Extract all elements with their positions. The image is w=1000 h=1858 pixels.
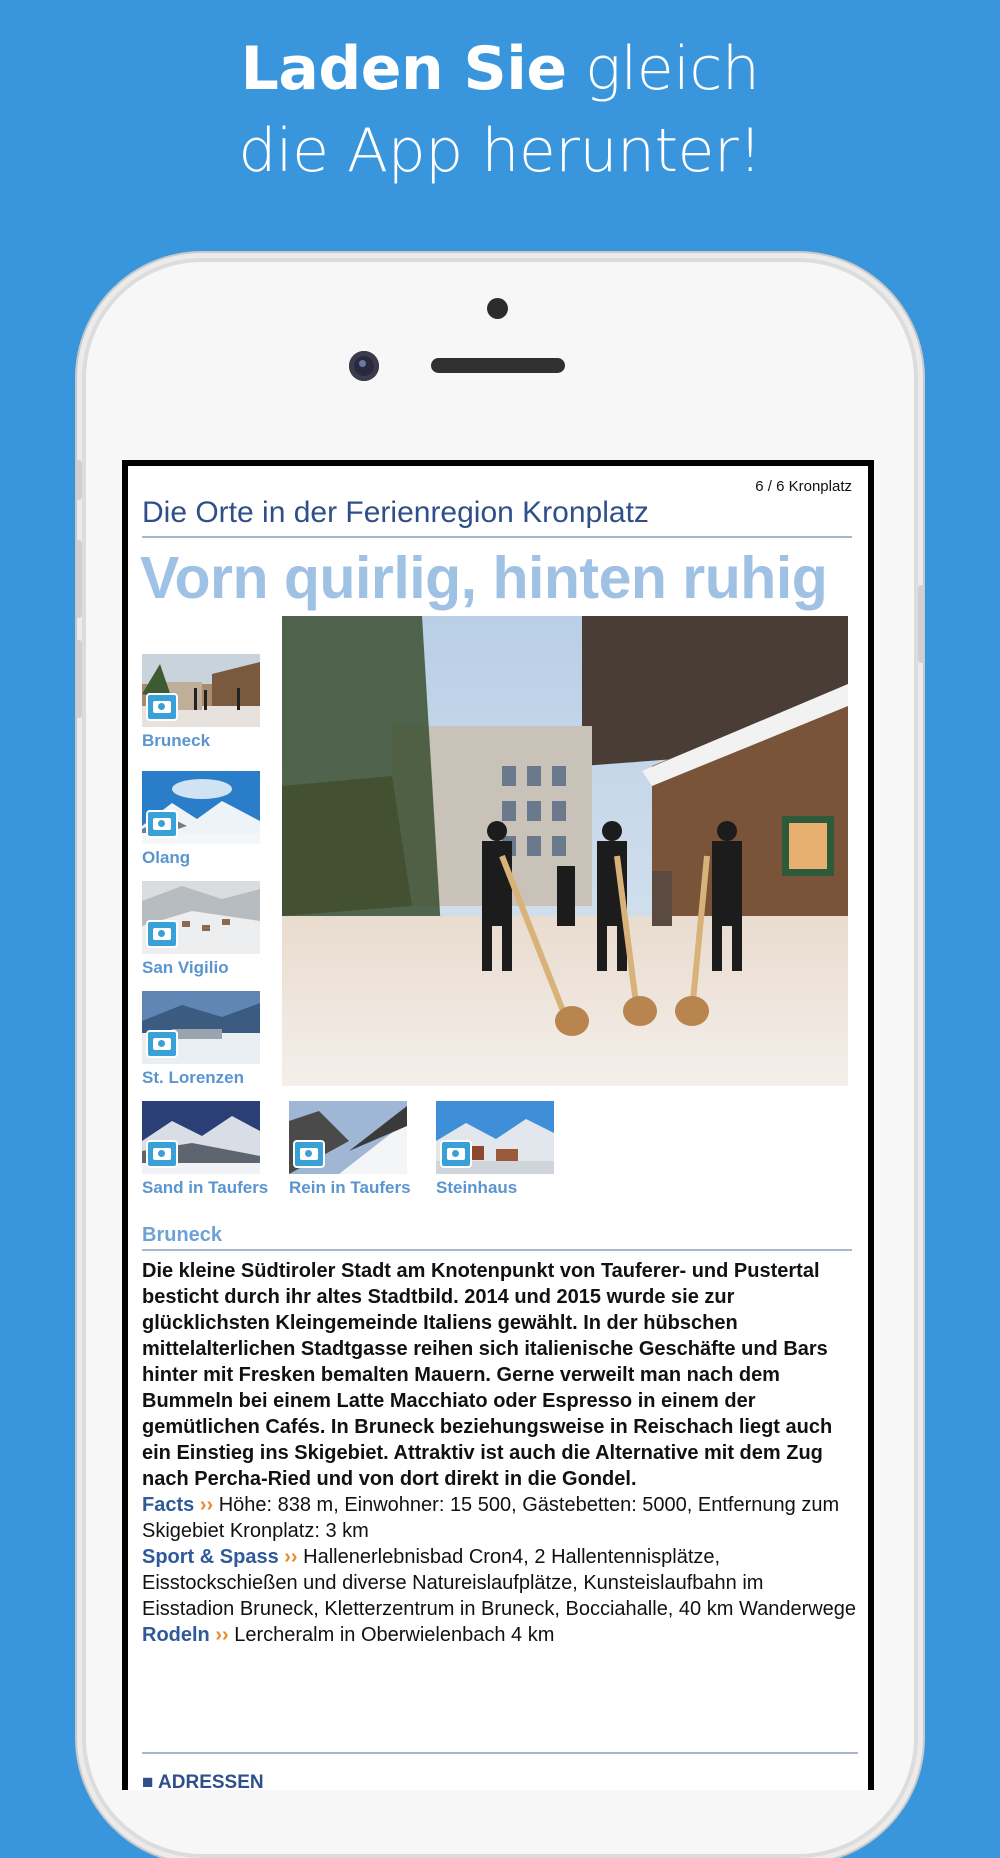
thumb-steinhaus[interactable] (436, 1101, 554, 1198)
article-body (142, 1258, 858, 1648)
thumb-olang[interactable] (142, 771, 260, 868)
page-indicator: 6 / 6 Kronplatz (755, 478, 852, 495)
promo-headline-line2: die App herunter! (238, 116, 762, 186)
article-heading: Bruneck (142, 1224, 852, 1251)
thumb-label: Bruneck (142, 731, 211, 750)
article-lead: Die kleine Südtiroler Stadt am Knotenpunkt von Tauferer- und Pustertal besticht durch ihr altes Stadtbild. 2014 und 2015 wurde sie zur glücklichsten Kleingemeinde Italiens gewählt. In der hübschen mittelalterlichen Stadtgasse reihen sich italienische Geschäfte und Bars hinter mit Fresken bemalten Mauern. Gerne verweilt man nach dem Bummeln bei einem Latte Macchiato oder Espresso in einem der gemütlichen Cafés. In Bruneck beziehungsweise in Reischach liegt auch ein Einstieg ins Skigebiet. Attraktiv ist auch die Alternative mit dem Zug nach Percha-Ried und von dort direkt in die Gondel. (142, 1260, 833, 1490)
promo-headline-light: gleich (566, 34, 760, 104)
adressen-heading: ■ ADRESSEN (142, 1772, 264, 1790)
proximity-sensor (487, 298, 508, 319)
facts-label: Facts (142, 1494, 195, 1516)
thumb-image (142, 991, 260, 1064)
thumb-st-lorenzen[interactable] (142, 991, 260, 1088)
rodeln-text: Lercheralm in Oberwielenbach 4 km (228, 1624, 555, 1646)
facts-arrows: ›› (199, 1494, 214, 1516)
promo-headline (0, 28, 1000, 192)
thumb-label: Olang (142, 848, 191, 867)
thumb-label: St. Lorenzen (142, 1068, 245, 1087)
phone-power-button (918, 585, 924, 663)
sport-label: Sport & Spass (142, 1546, 279, 1568)
camera-icon (293, 1140, 325, 1168)
page-headline: Vorn quirlig, hinten ruhig (140, 545, 828, 611)
thumb-san-vigilio[interactable] (142, 881, 260, 978)
thumb-image (142, 881, 260, 954)
thumb-image (142, 654, 260, 727)
thumb-image (142, 771, 260, 844)
thumb-label: Steinhaus (436, 1178, 518, 1197)
facts-text: Höhe: 838 m, Einwohner: 15 500, Gästebetten: 5000, Entfernung zum Skigebiet Kronplatz: 3 km (142, 1494, 840, 1542)
earpiece-speaker (431, 358, 565, 373)
thumb-bruneck[interactable] (142, 654, 260, 751)
camera-icon (146, 693, 178, 721)
thumb-rein-in-taufers[interactable] (289, 1101, 411, 1198)
phone-side-button (76, 460, 82, 500)
sport-text: Hallenerlebnisbad Cron4, 2 Hallentennisplätze, Eisstockschießen und diverse Natureislaufplätze, Kunsteislaufbahn im Eisstadion Bruneck, Kletterzentrum in Bruneck, Bocciahalle, 40 km Wanderwege (142, 1546, 857, 1620)
camera-icon (146, 1030, 178, 1058)
camera-icon (146, 920, 178, 948)
phone-volume-up (76, 540, 82, 618)
divider (142, 1752, 858, 1754)
camera-icon (440, 1140, 472, 1168)
thumb-label: Rein in Taufers (289, 1178, 411, 1197)
rodeln-arrows: ›› (215, 1624, 229, 1646)
thumb-label: San Vigilio (142, 958, 229, 977)
front-camera-icon (349, 351, 379, 381)
thumb-image (436, 1101, 554, 1174)
thumb-sand-in-taufers[interactable] (142, 1101, 269, 1198)
thumb-label: Sand in Taufers (142, 1178, 269, 1197)
sport-arrows: ›› (284, 1546, 298, 1568)
camera-icon (146, 1140, 178, 1168)
section-title: Die Orte in der Ferienregion Kronplatz (142, 496, 852, 538)
thumb-image (289, 1101, 407, 1174)
magazine-page[interactable] (128, 466, 868, 1790)
main-photo[interactable] (282, 616, 848, 1086)
rodeln-label: Rodeln (142, 1624, 210, 1646)
phone-screen (122, 460, 874, 1790)
camera-icon (146, 810, 178, 838)
phone-volume-down (76, 640, 82, 718)
promo-headline-bold: Laden Sie (240, 34, 567, 104)
thumb-image (142, 1101, 260, 1174)
